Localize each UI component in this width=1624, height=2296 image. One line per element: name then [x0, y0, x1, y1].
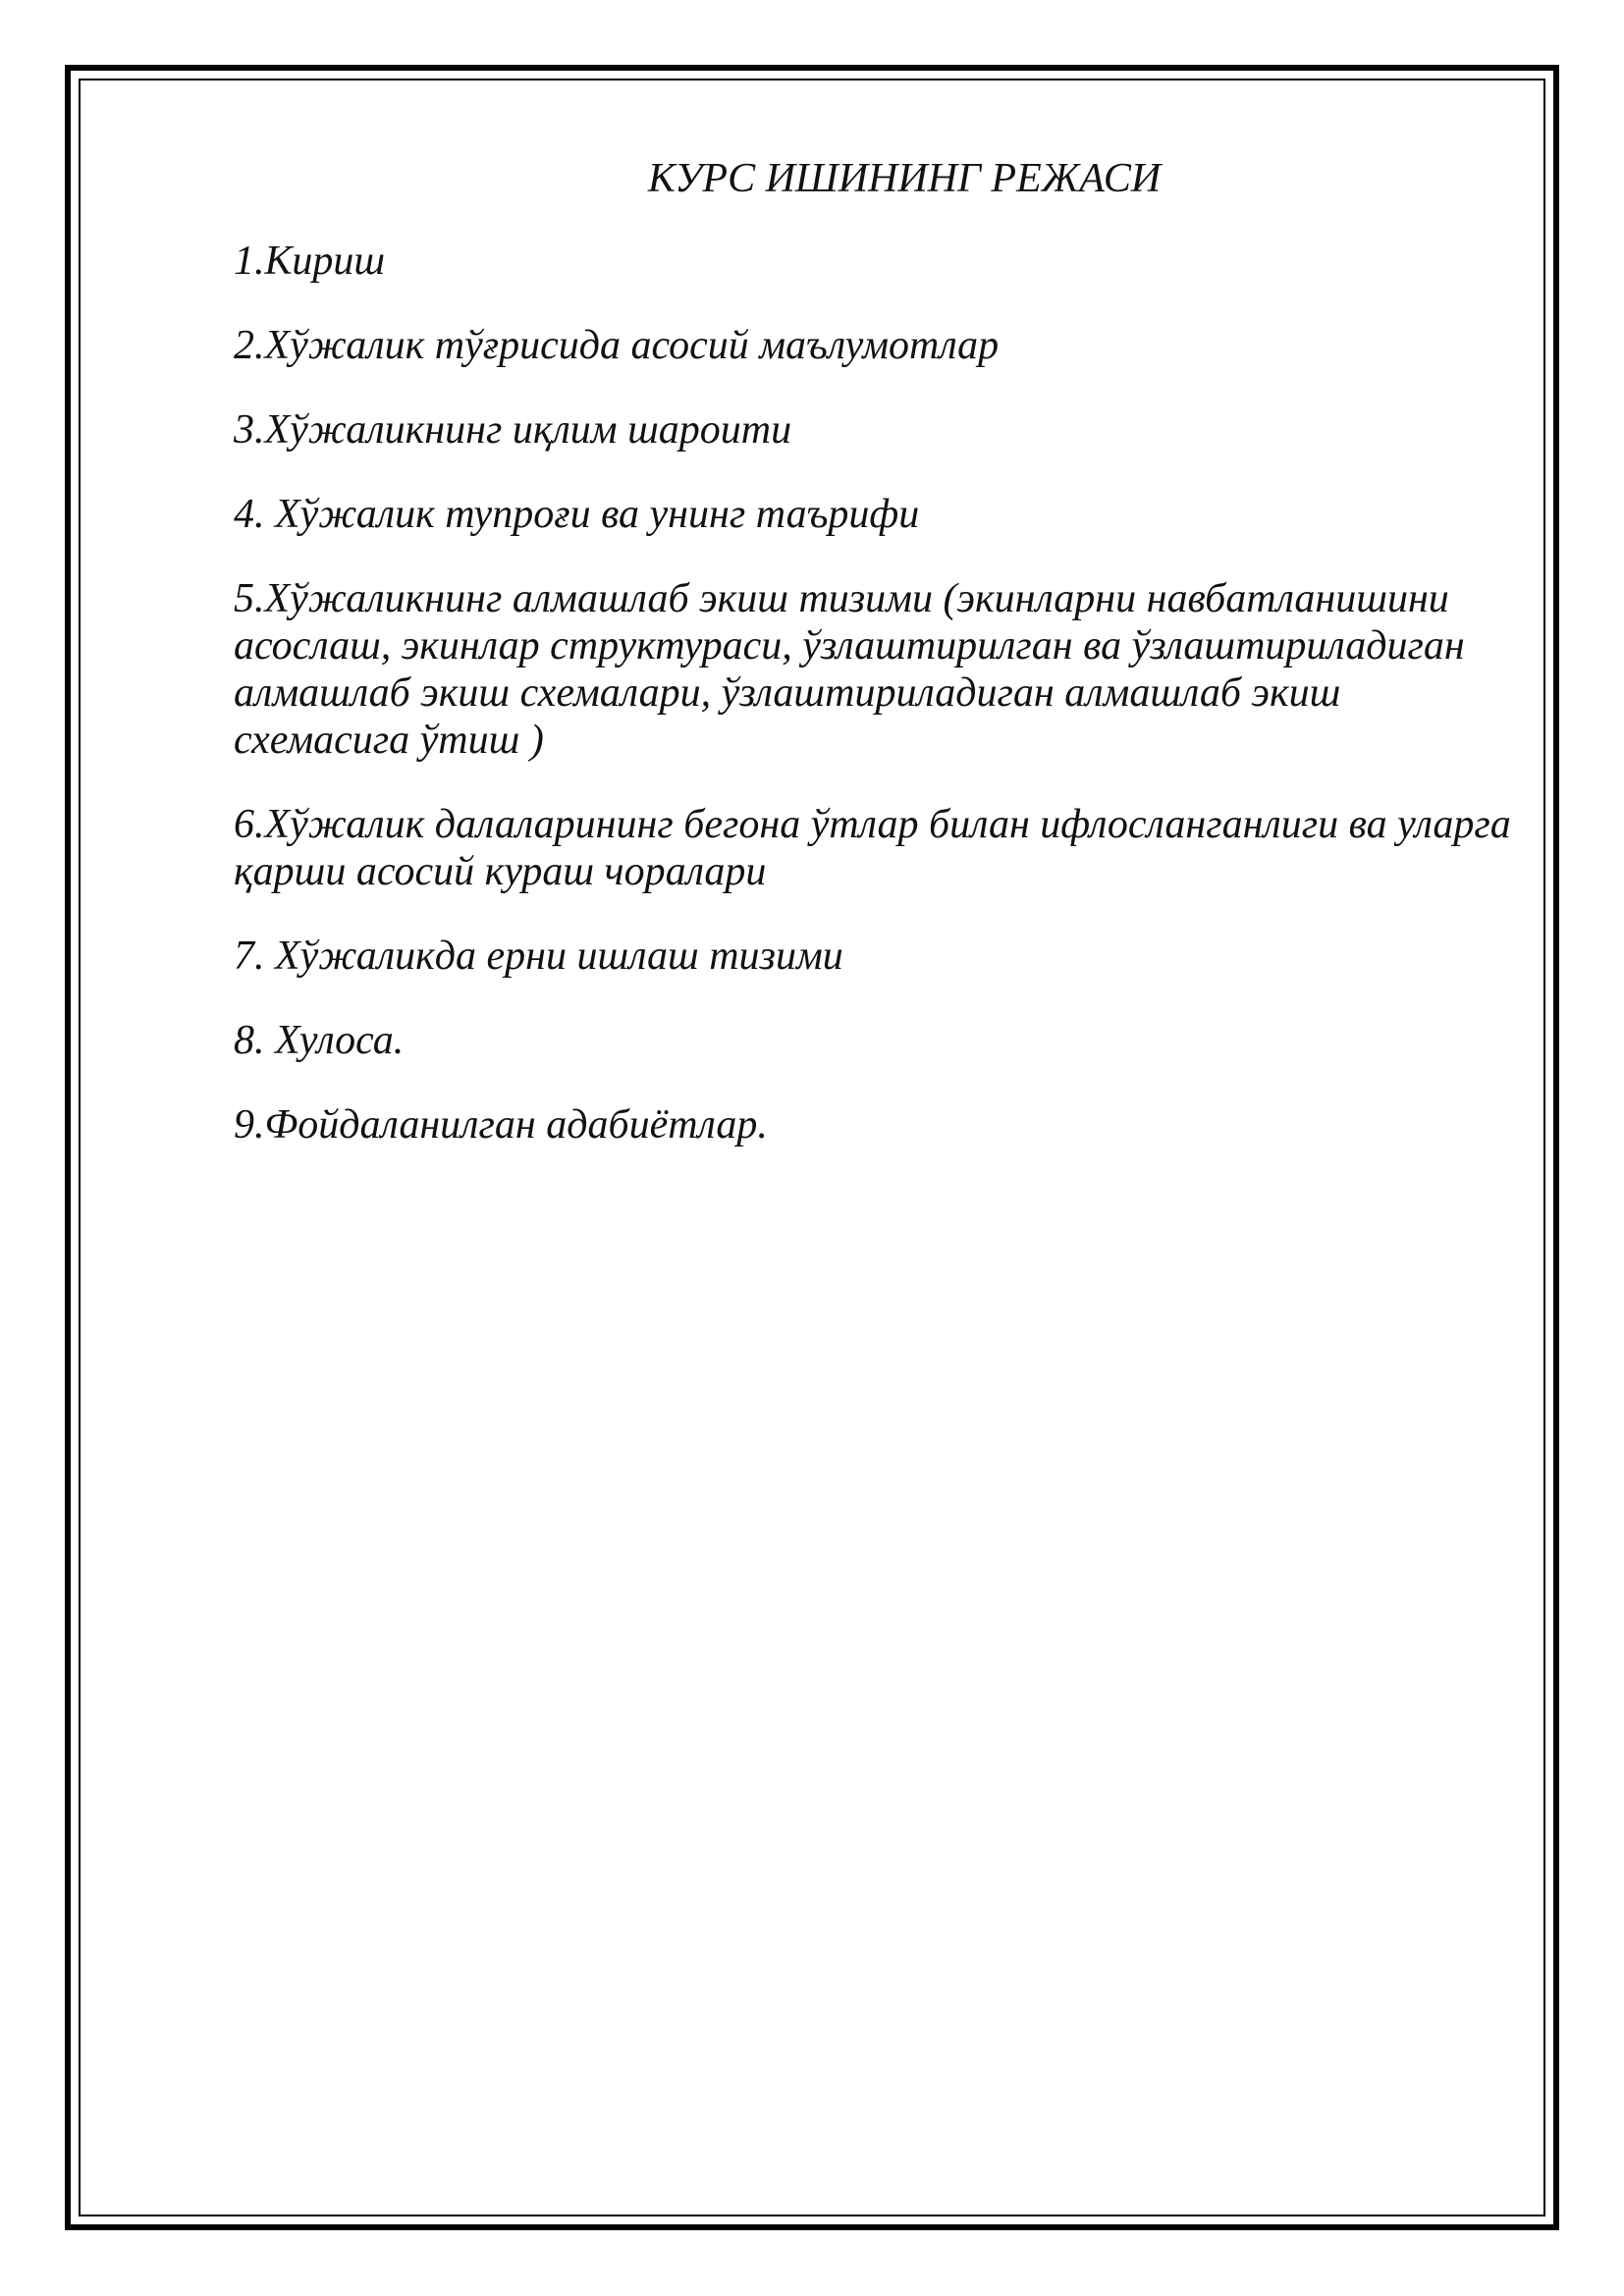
document-title: КУРС ИШИНИНГ РЕЖАСИ: [647, 156, 1162, 201]
plan-item-5: 5.Хўжаликнинг алмашлаб экиш тизими (экинларни навбатланишини асослаш, экинлар структураси, ўзлаштирилган ва ўзлаштириладиган алмашлаб экиш схемалари, ўзлаштириладиган алмашлаб экиш схемасига ўтиш ): [234, 576, 1465, 763]
document-body: [234, 147, 1520, 1148]
plan-item-7: 7. Хўжаликда ерни ишлаш тизими: [234, 934, 843, 979]
plan-item-2: 2.Хўжалик тўғрисида асосий маълумотлар: [234, 323, 1000, 368]
plan-item-1: 1.Кириш: [234, 239, 386, 284]
plan-item-6: 6.Хўжалик далаларининг бегона ўтлар билан ифлосланганлиги ва уларга қарши асосий кураш чоралари: [234, 802, 1511, 894]
plan-item-3: 3.Хўжаликнинг иқлим шароити: [234, 407, 792, 453]
plan-item-4: 4. Хўжалик тупроғи ва унинг таърифи: [234, 492, 920, 537]
plan-item-8: 8. Хулоса.: [234, 1018, 405, 1063]
plan-item-9: 9.Фойдаланилган адабиётлар.: [234, 1102, 768, 1148]
